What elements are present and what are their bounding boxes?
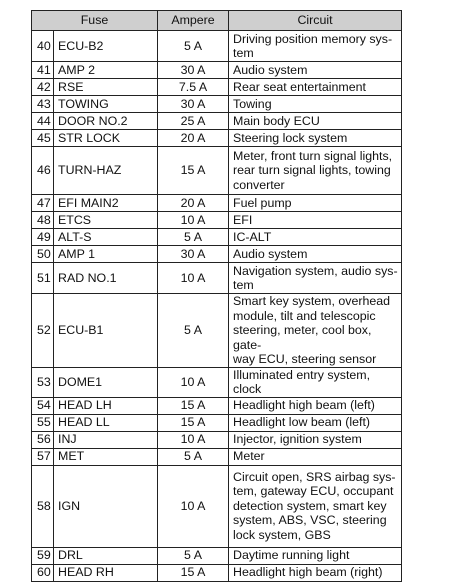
fuse-number: 58 <box>32 465 54 547</box>
fuse-ampere: 30 A <box>158 246 229 263</box>
fuse-circuit: Headlight high beam (right) <box>229 564 402 581</box>
fuse-name: ETCS <box>54 212 158 229</box>
fuse-ampere: 7.5 A <box>158 79 229 96</box>
fuse-number: 56 <box>32 431 54 448</box>
fuse-name: IGN <box>54 465 158 547</box>
fuse-ampere: 10 A <box>158 431 229 448</box>
fuse-ampere: 30 A <box>158 62 229 79</box>
table-row <box>32 246 402 263</box>
fuse-name: DRL <box>54 547 158 564</box>
table-row <box>32 547 402 564</box>
fuse-circuit: Audio system <box>229 246 402 263</box>
table-header <box>32 11 402 31</box>
fuse-ampere: 30 A <box>158 96 229 113</box>
fuse-number: 41 <box>32 62 54 79</box>
fuse-ampere: 5 A <box>158 31 229 62</box>
fuse-circuit: Headlight high beam (left) <box>229 397 402 414</box>
fuse-circuit: Illuminated entry system, clock <box>229 367 402 397</box>
fuse-circuit: Driving position memory sys- tem <box>229 31 402 62</box>
fuse-ampere: 20 A <box>158 130 229 147</box>
fuse-circuit: Navigation system, audio sys- tem <box>229 263 402 294</box>
fuse-number: 53 <box>32 367 54 397</box>
fuse-name: HEAD LH <box>54 397 158 414</box>
table-row <box>32 195 402 212</box>
fuse-ampere: 10 A <box>158 212 229 229</box>
header-circuit: Circuit <box>229 11 402 31</box>
fuse-table <box>31 10 402 582</box>
fuse-circuit: EFI <box>229 212 402 229</box>
fuse-ampere: 10 A <box>158 367 229 397</box>
fuse-name: MET <box>54 448 158 465</box>
table-row <box>32 564 402 581</box>
table-row <box>32 79 402 96</box>
table-row <box>32 62 402 79</box>
table-row <box>32 431 402 448</box>
fuse-ampere: 20 A <box>158 195 229 212</box>
table-row <box>32 414 402 431</box>
table-row <box>32 96 402 113</box>
fuse-name: ALT-S <box>54 229 158 246</box>
table-row <box>32 465 402 547</box>
fuse-name: AMP 1 <box>54 246 158 263</box>
fuse-name: ECU-B1 <box>54 294 158 368</box>
table-row <box>32 367 402 397</box>
fuse-name: AMP 2 <box>54 62 158 79</box>
fuse-circuit: Circuit open, SRS airbag sys- tem, gateway ECU, occupant detection system, smart key system, ABS, VSC, steering lock system, GBS <box>229 465 402 547</box>
fuse-ampere: 10 A <box>158 465 229 547</box>
table-row <box>32 229 402 246</box>
fuse-ampere: 15 A <box>158 564 229 581</box>
fuse-number: 44 <box>32 113 54 130</box>
fuse-number: 52 <box>32 294 54 368</box>
table-row <box>32 31 402 62</box>
fuse-number: 43 <box>32 96 54 113</box>
fuse-circuit: Meter <box>229 448 402 465</box>
table-row <box>32 113 402 130</box>
fuse-name: HEAD LL <box>54 414 158 431</box>
fuse-circuit: Meter, front turn signal lights, rear turn signal lights, towing converter <box>229 147 402 195</box>
fuse-number: 42 <box>32 79 54 96</box>
fuse-number: 50 <box>32 246 54 263</box>
fuse-circuit: Smart key system, overhead module, tilt and telescopic steering, meter, cool box, gate- way ECU, steering sensor <box>229 294 402 368</box>
fuse-number: 45 <box>32 130 54 147</box>
fuse-name: EFI MAIN2 <box>54 195 158 212</box>
fuse-name: DOME1 <box>54 367 158 397</box>
fuse-ampere: 5 A <box>158 294 229 368</box>
fuse-number: 40 <box>32 31 54 62</box>
fuse-number: 55 <box>32 414 54 431</box>
fuse-number: 51 <box>32 263 54 294</box>
fuse-name: RAD NO.1 <box>54 263 158 294</box>
fuse-circuit: Injector, ignition system <box>229 431 402 448</box>
fuse-number: 48 <box>32 212 54 229</box>
fuse-name: HEAD RH <box>54 564 158 581</box>
fuse-name: INJ <box>54 431 158 448</box>
table-row <box>32 212 402 229</box>
fuse-number: 47 <box>32 195 54 212</box>
fuse-circuit: Daytime running light <box>229 547 402 564</box>
fuse-circuit: Main body ECU <box>229 113 402 130</box>
table-row <box>32 147 402 195</box>
table-row <box>32 263 402 294</box>
fuse-ampere: 5 A <box>158 229 229 246</box>
fuse-ampere: 15 A <box>158 414 229 431</box>
table-row <box>32 448 402 465</box>
table-row <box>32 130 402 147</box>
fuse-ampere: 15 A <box>158 147 229 195</box>
fuse-name: TURN-HAZ <box>54 147 158 195</box>
fuse-ampere: 5 A <box>158 448 229 465</box>
fuse-circuit: IC-ALT <box>229 229 402 246</box>
table-body <box>32 31 402 582</box>
header-ampere: Ampere <box>158 11 229 31</box>
fuse-circuit: Headlight low beam (left) <box>229 414 402 431</box>
fuse-circuit: Towing <box>229 96 402 113</box>
fuse-name: TOWING <box>54 96 158 113</box>
fuse-name: STR LOCK <box>54 130 158 147</box>
fuse-number: 60 <box>32 564 54 581</box>
fuse-name: ECU-B2 <box>54 31 158 62</box>
fuse-circuit: Fuel pump <box>229 195 402 212</box>
header-fuse: Fuse <box>32 11 158 31</box>
table-row <box>32 294 402 368</box>
table-row <box>32 397 402 414</box>
fuse-ampere: 15 A <box>158 397 229 414</box>
fuse-number: 57 <box>32 448 54 465</box>
fuse-circuit: Rear seat entertainment <box>229 79 402 96</box>
fuse-number: 54 <box>32 397 54 414</box>
fuse-ampere: 5 A <box>158 547 229 564</box>
fuse-name: DOOR NO.2 <box>54 113 158 130</box>
fuse-ampere: 10 A <box>158 263 229 294</box>
fuse-number: 49 <box>32 229 54 246</box>
fuse-name: RSE <box>54 79 158 96</box>
fuse-circuit: Steering lock system <box>229 130 402 147</box>
fuse-ampere: 25 A <box>158 113 229 130</box>
fuse-circuit: Audio system <box>229 62 402 79</box>
fuse-number: 59 <box>32 547 54 564</box>
fuse-number: 46 <box>32 147 54 195</box>
